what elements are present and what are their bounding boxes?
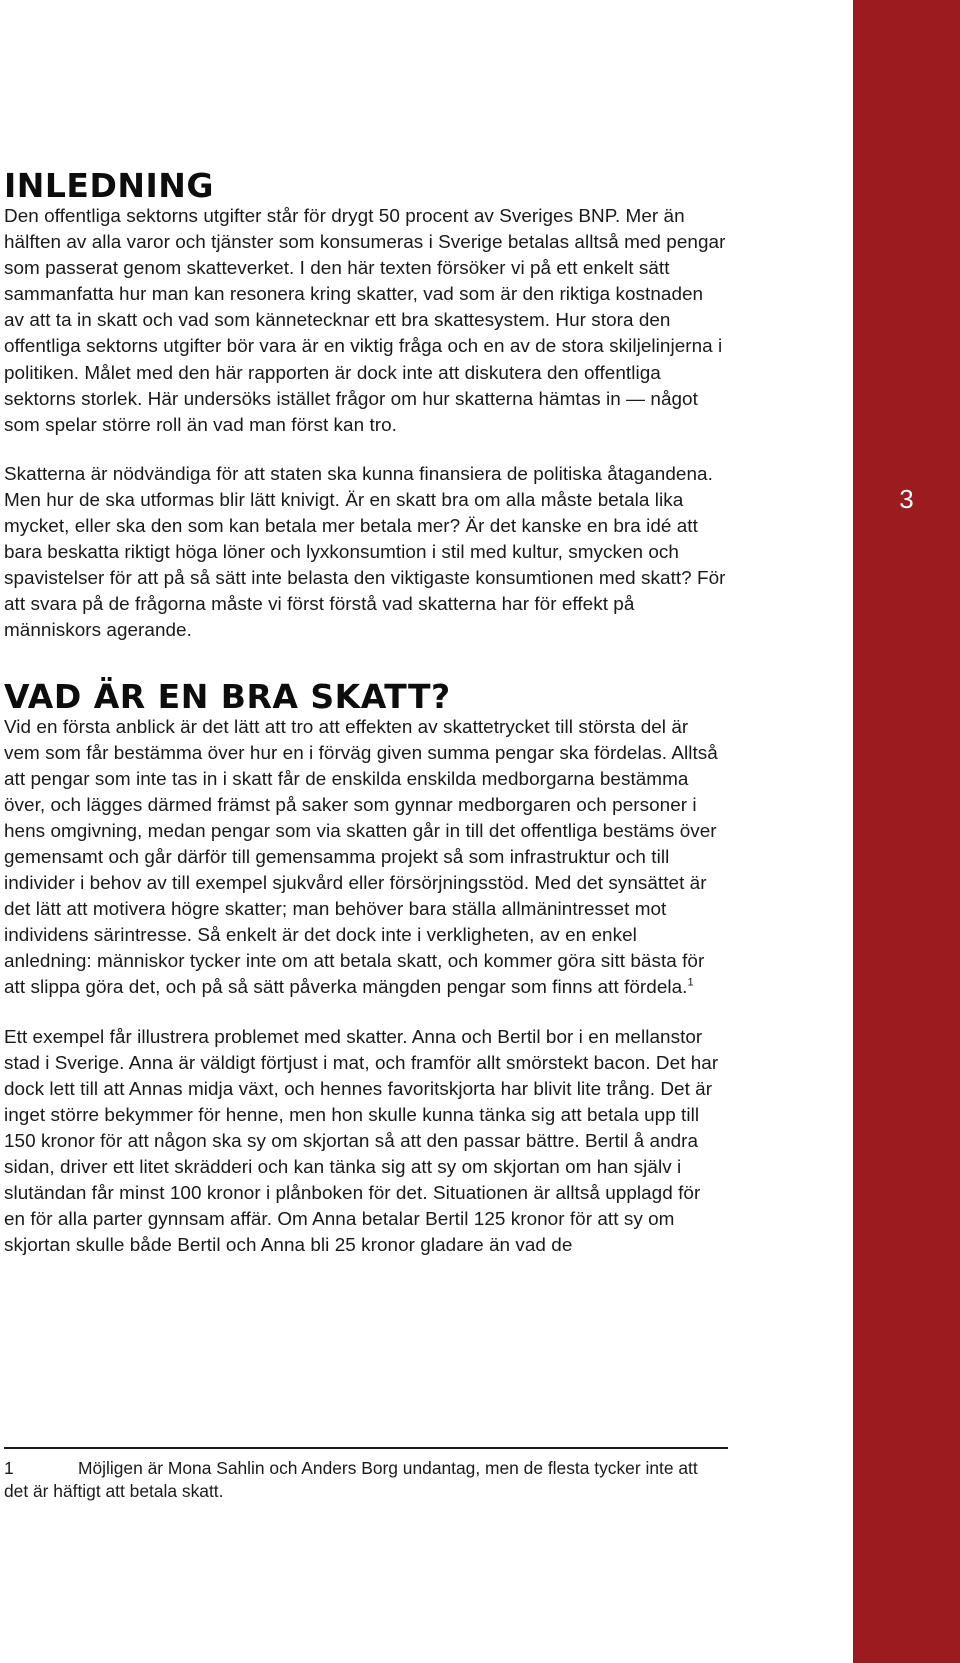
- page-number: 3: [899, 484, 914, 514]
- good-tax-paragraph-1-text: Vid en första anblick är det lätt att tro att effekten av skattetrycket till största del är vem som får bestämma över hur en i förväg given summa pengar ska fördelas. Alltså att pengar som inte tas in i skatt får de enskilda enskilda medborgarna bestämma över, och lägges därmed främst på saker som gynnar medborgaren och personer i hens omgivning, medan pengar som via skatten går in till det offentliga bestäms över gemensamt och går därför till gemensamma projekt så som infrastruktur och till individer i behov av till exempel sjukvård eller försörjningsstöd. Med det synsättet är det lätt att motivera högre skatter; man behöver bara ställa allmänintresset mot individens särintresse. Så enkelt är det dock inte i verkligheten, av en enkel anledning: människor tycker inte om att betala skatt, och kommer göra sitt bästa för att slippa göra det, och på så sätt påverka mängden pengar som finns att fördela.: [4, 716, 718, 999]
- footnote-number: 1: [4, 1458, 14, 1478]
- footnote-reference[interactable]: 1: [687, 977, 694, 990]
- good-tax-paragraph-1: [4, 715, 726, 1002]
- good-tax-paragraph-2: Ett exempel får illustrera problemet med skatter. Anna och Bertil bor i en mellanstor stad i Sverige. Anna är väldigt förtjust i mat, och framför allt smörstekt bacon. Det har dock lett till att Annas midja växt, och hennes favoritskjorta har blivit lite trång. Det är inget större bekymmer för henne, men hon skulle kunna tänka sig att betala upp till 150 kronor för att någon ska sy om skjortan så att den passar bättre. Bertil å andra sidan, driver ett litet skrädderi och kan tänka sig att sy om skjortan om han själv i slutändan får minst 100 kronor i plånboken för det. Situationen är alltså upplagd för en för alla parter gynnsam affär. Om Anna betalar Bertil 125 kronor för att sy om skjortan skulle både Bertil och Anna bli 25 kronor gladare än vad de: [4, 1026, 719, 1257]
- section-heading-bra-skatt: VAD ÄR EN BRA SKATT?: [4, 676, 451, 716]
- intro-paragraph-1: Den offentliga sektorns utgifter står för drygt 50 procent av Sveriges BNP. Mer än hälften av alla varor och tjänster som konsumeras i Sverige betalas alltså med pengar som passerat genom skatteverket. I den här texten försöker vi på ett enkelt sätt sammanfatta hur man kan resonera kring skatter, vad som är den riktiga kostnaden av att ta in skatt och vad som kännetecknar ett bra skattesystem. Hur stora den offentliga sektorns utgifter bör vara är en viktig fråga och en av de stora skiljelinjerna i politiken. Målet med den här rapporten är dock inte att diskutera den offentliga sektorns storlek. Här undersöks istället frågor om hur skatterna hämtas in — något som spelar större roll än vad man först kan tro.: [4, 206, 726, 436]
- footnote-divider: [4, 1447, 728, 1449]
- footnote: [4, 1457, 726, 1503]
- page-body: [4, 168, 726, 1259]
- footnote-text: Möjligen är Mona Sahlin och Anders Borg undantag, men de flesta tycker inte att det är häftigt att betala skatt.: [4, 1458, 698, 1501]
- side-color-band: [853, 0, 960, 1663]
- intro-paragraph-2: Skatterna är nödvändiga för att staten ska kunna finansiera de politiska åtagandena. Men hur de ska utformas blir lätt knivigt. Är en skatt bra om alla måste betala lika mycket, eller ska den som kan betala mer betala mer? Är det kanske en bra idé att bara beskatta riktigt höga löner och lyxkonsumtion i stil med kultur, smycken och spavistelser för att på så sätt inte belasta den viktigaste konsumtionen med skatt? För att svara på de frågorna måste vi först förstå vad skatterna har för effekt på människors agerande.: [4, 463, 726, 642]
- section-heading-inledning: INLEDNING: [4, 166, 214, 205]
